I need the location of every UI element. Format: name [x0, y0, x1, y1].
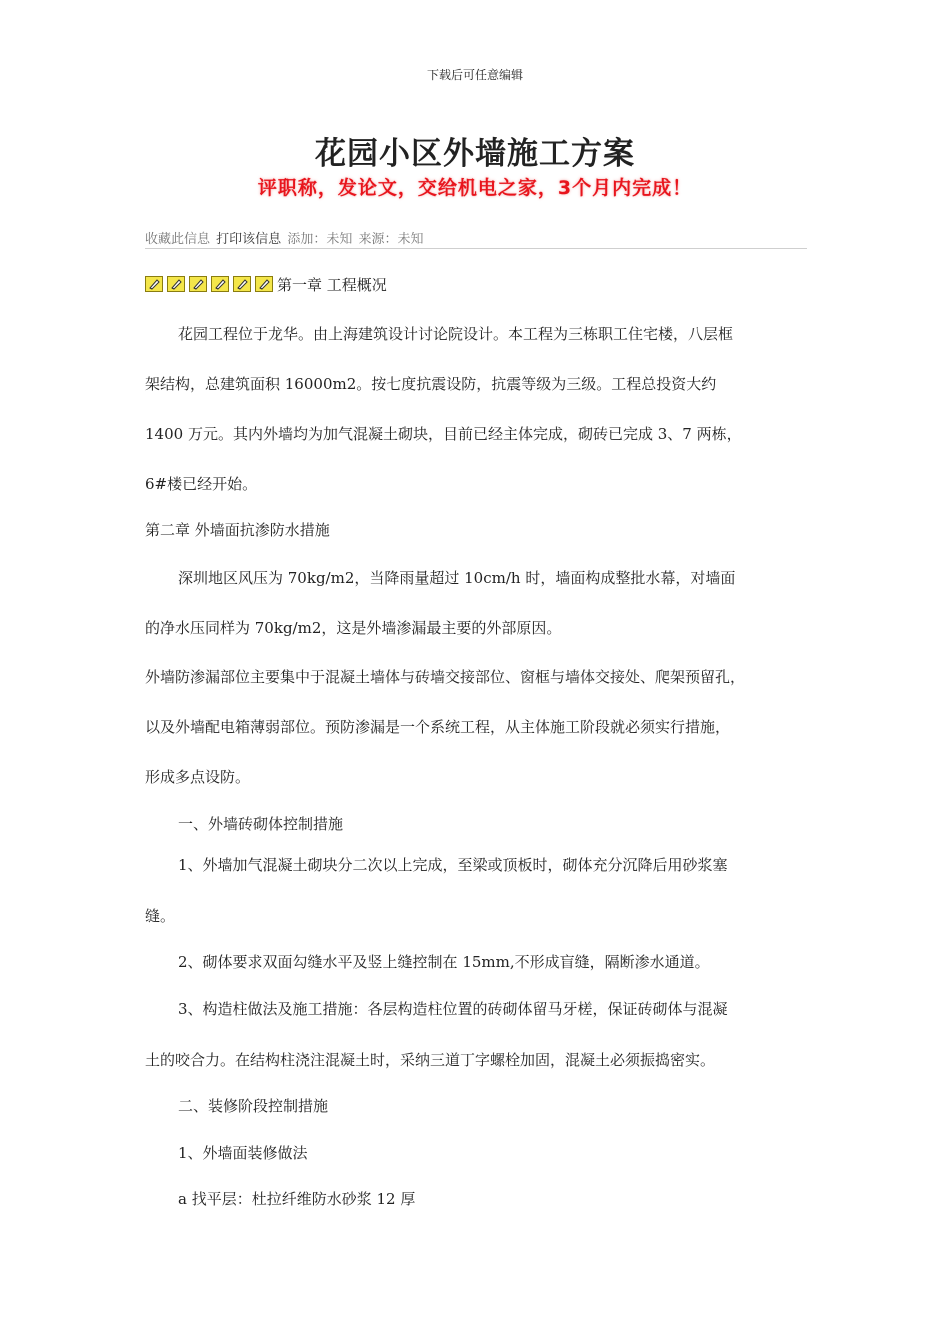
paragraph-line: 以及外墙配电箱薄弱部位。预防渗漏是一个系统工程，从主体施工阶段就必须实行措施，: [145, 718, 731, 736]
section-heading: 二、装修阶段控制措施: [178, 1097, 329, 1115]
section-heading: 一、外墙砖砌体控制措施: [178, 815, 344, 833]
note-icon: [167, 276, 185, 292]
note-icon: [233, 276, 251, 292]
paragraph-line: 1400 万元。其内外墙均为加气混凝土砌块，目前已经主体完成，砌砖已完成 3、7 两栋，: [145, 425, 742, 443]
promo-banner[interactable]: 评职称，发论文，交给机电之家，3个月内完成！: [257, 177, 693, 199]
added-info: 添加：未知: [287, 232, 353, 247]
note-icon: [145, 276, 163, 292]
paragraph-line: 6#楼已经开始。: [145, 475, 258, 493]
paragraph-line: 1、外墙加气混凝土砌块分二次以上完成，至梁或顶板时，砌体充分沉降后用砂浆塞: [178, 856, 728, 874]
paragraph-line: 3、构造柱做法及施工措施：各层构造柱位置的砖砌体留马牙槎，保证砖砌体与混凝: [178, 1000, 728, 1018]
header-note: 下载后可任意编辑: [426, 68, 523, 82]
paragraph-line: 形成多点设防。: [145, 768, 251, 786]
info-bar: [145, 228, 807, 249]
favorite-link[interactable]: 收藏此信息: [145, 232, 211, 247]
paragraph-line: 的净水压同样为 70kg/m2，这是外墙渗漏最主要的外部原因。: [145, 619, 562, 637]
paragraph-line: 架结构，总建筑面积 16000m2。按七度抗震设防，抗震等级为三级。工程总投资大约: [145, 375, 717, 393]
paragraph-line: 1、外墙面装修做法: [178, 1144, 308, 1162]
print-link[interactable]: 打印该信息: [216, 232, 282, 247]
paragraph-line: 外墙防渗漏部位主要集中于混凝土墙体与砖墙交接部位、窗框与墙体交接处、爬架预留孔，: [145, 668, 746, 686]
paragraph-line: 土的咬合力。在结构柱浇注混凝土时，采纳三道丁字螺栓加固，混凝土必须振捣密实。: [145, 1051, 716, 1069]
note-icon: [189, 276, 207, 292]
paragraph-line: 深圳地区风压为 70kg/m2，当降雨量超过 10cm/h 时，墙面构成整批水幕，对墙面: [178, 569, 736, 587]
paragraph-line: a 找平层：杜拉纤维防水砂浆 12 厚: [178, 1190, 416, 1208]
chapter-1-label: 第一章 工程概况: [277, 275, 387, 294]
note-icon: [211, 276, 229, 292]
note-icon: [255, 276, 273, 292]
paragraph-line: 2、砌体要求双面勾缝水平及竖上缝控制在 15mm,不形成盲缝，隔断渗水通道。: [178, 953, 710, 971]
chapter-2-heading: 第二章 外墙面抗渗防水措施: [145, 521, 330, 539]
paragraph-line: 缝。: [145, 907, 176, 925]
paragraph-line: 花园工程位于龙华。由上海建筑设计讨论院设计。本工程为三栋职工住宅楼，八层框: [178, 325, 734, 343]
chapter-1-heading: [145, 273, 387, 295]
page-title: 花园小区外墙施工方案: [315, 136, 635, 172]
source-info: 来源：未知: [358, 232, 424, 247]
